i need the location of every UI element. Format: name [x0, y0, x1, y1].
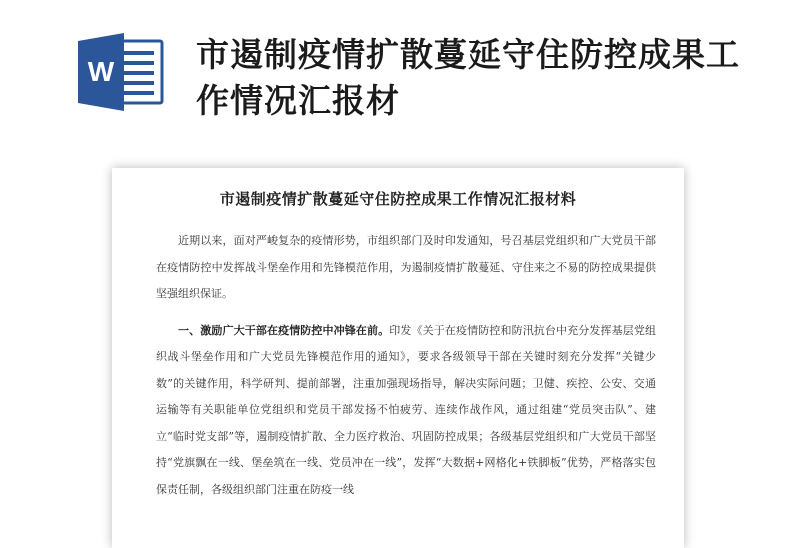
- word-icon-letter: W: [87, 56, 115, 87]
- word-icon: [76, 33, 164, 111]
- paragraph-text: 印发《关于在疫情防控和防汛抗台中充分发挥基层党组织战斗堡垒作用和广大党员先锋模范作用的通知》，要求各级领导干部在关键时刻充分发挥“关键少数”的关键作用，科学研判、提前部署，注重加强现场指导，解决实际问题；卫健、疾控、公安、交通运输等有关职能单位党组织和党员干部发扬不怕疲劳、连续作战作风，通过组建“党员突击队”、建立“临时党支部”等，遏制疫情扩散、全力医疗救治、巩固防控成果；各级基层党组织和广大党员干部坚持“党旗飘在一线、堡垒筑在一线、党员冲在一线”，发挥“大数据+网格化+铁脚板”优势，严格落实包保责任制，各级组织部门注重在防疫一线: [156, 323, 657, 496]
- paragraph-text: 近期以来，面对严峻复杂的疫情形势，市组织部门及时印发通知，号召基层党组织和广大党员干部在疫情防控中发挥战斗堡垒作用和先锋模范作用，为遏制疫情扩散蔓延、守住来之不易的防控成果提供坚强组织保证。: [156, 234, 656, 300]
- header-title: 市遏制疫情扩散蔓延守住防控成果工作情况汇报材: [196, 35, 740, 120]
- document-title: 市遏制疫情扩散蔓延守住防控成果工作情况汇报材料: [219, 190, 577, 208]
- paragraph-intro: [156, 228, 656, 308]
- paragraph-section-1: [156, 318, 656, 504]
- paragraph-heading: 一、激励广大干部在疫情防控中冲锋在前。: [178, 323, 390, 337]
- document-page: [112, 168, 684, 548]
- document-body: [156, 228, 656, 503]
